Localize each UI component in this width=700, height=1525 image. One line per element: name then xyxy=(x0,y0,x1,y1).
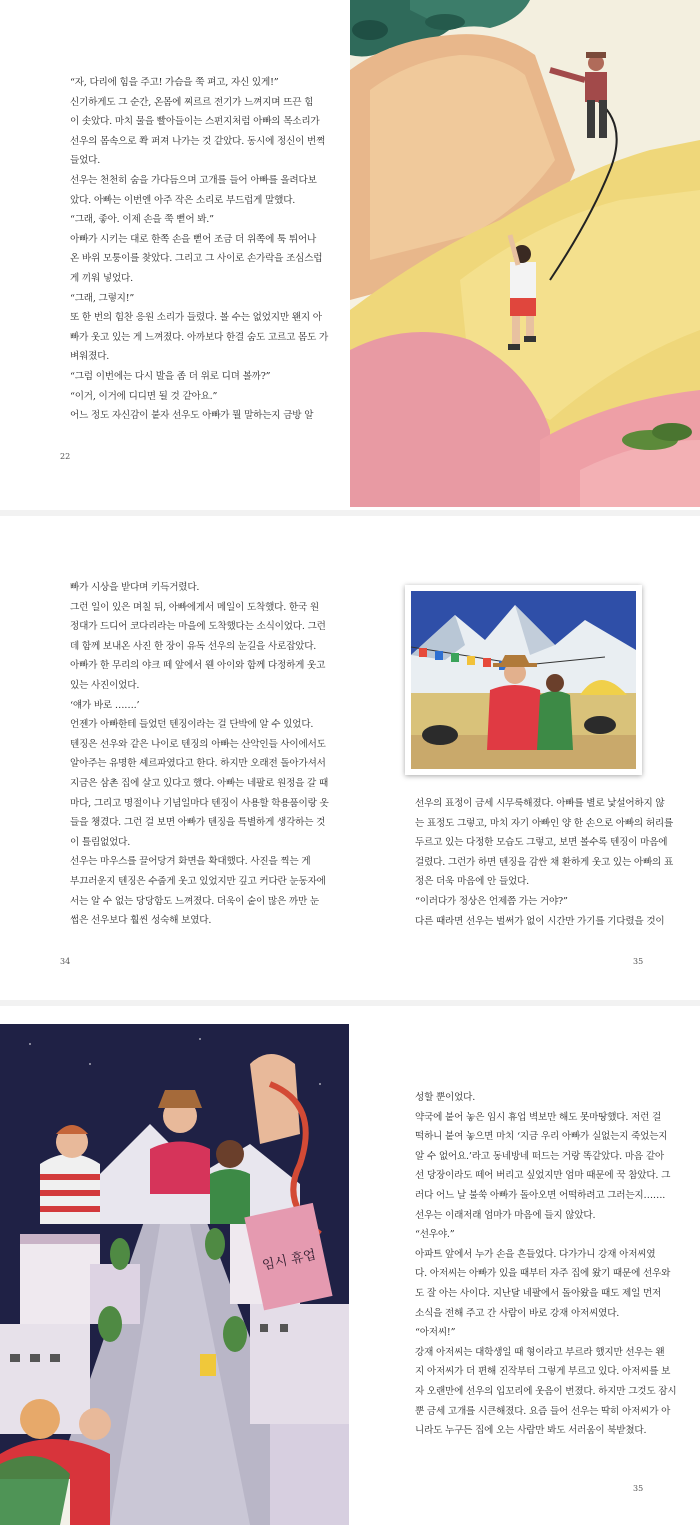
text-line: 아파트 앞에서 누가 손을 흔들었다. 다가가니 강재 아저씨였 xyxy=(415,1248,656,1260)
text-line: 지 아저씨가 더 편해 진작부터 그렇게 부르고 있다. 아저씨를 보 xyxy=(415,1366,671,1378)
page-number-22: 22 xyxy=(60,452,71,461)
text-line: 알아주는 유명한 셰르파였다고 한다. 하지만 오래전 돌아가셔서 xyxy=(70,758,326,770)
closed-sign-text: 임시 휴업 xyxy=(261,1247,318,1274)
text-line: 떡하니 붙여 놓으면 마치 ‘지금 우리 아빠가 실없는지 죽었는지 xyxy=(415,1131,668,1143)
page-number-35: 35 xyxy=(633,957,644,966)
text-line: “이거, 이거에 디디면 될 것 같아요.” xyxy=(70,390,218,402)
text-line: “자, 다리에 힘을 주고! 가슴을 쭉 펴고, 자신 있게!” xyxy=(70,77,279,88)
text-line: 신기하게도 그 순간, 온몸에 찌르르 전기가 느껴지며 뜨끈 힘 xyxy=(70,96,314,108)
text-line: 지금은 삼촌 집에 살고 있다고 했다. 아빠는 네팔로 원정을 갈 때 xyxy=(70,777,329,789)
page-number-35b: 35 xyxy=(633,1484,644,1493)
text-line: 아빠가 한 무리의 야크 떼 앞에서 웬 아이와 함께 다정하게 웃고 xyxy=(70,660,326,672)
spread-page-22 xyxy=(0,0,700,510)
text-line: 러다 어느 날 불쑥 아빠가 돌아오면 어떡하려고 그러는지……. xyxy=(415,1189,666,1201)
text-line: “그래, 그렇지!” xyxy=(70,292,135,304)
climbing-illustration-art xyxy=(350,0,700,507)
text-line: 정대가 드디어 코다리라는 마을에 도착했다는 소식이었다. 그런 xyxy=(70,621,326,633)
page-number-34: 34 xyxy=(60,957,71,966)
text-line: 부끄러운지 텐징은 수줍게 웃고 있었지만 깊고 커다란 눈동자에 xyxy=(70,875,326,887)
text-line: 걸렸다. 그런가 하면 텐징을 감싼 채 환하게 웃고 있는 아빠의 표 xyxy=(415,856,674,868)
city-street-illustration-art xyxy=(0,1024,349,1525)
spread-pages-34-35 xyxy=(0,516,700,1000)
text-line: 게 끼워 넣었다. xyxy=(70,272,133,284)
text-line: 는 표정도 그렇고, 마치 자기 아빠인 양 한 손으로 아빠의 허리를 xyxy=(415,817,674,829)
text-line: 마다, 그리고 명절이나 기념일마다 텐징이 사용할 학용품이랑 옷 xyxy=(70,797,329,809)
text-line: 았다. 아빠는 이번엔 아주 작은 소리로 부드럽게 말했다. xyxy=(70,194,296,206)
text-line: 강재 아저씨는 대학생일 때 형이라고 부르라 했지만 선우는 왠 xyxy=(415,1346,665,1358)
text-line: 자 오랜만에 선우의 입꼬리에 웃음이 번졌다. 하지만 그것도 잠시 xyxy=(415,1385,677,1397)
spread-illustration-and-page xyxy=(0,1006,700,1525)
city-street-illustration xyxy=(0,1024,349,1525)
text-line: 온 바위 모퉁이를 찾았다. 그리고 그 사이로 손가락을 조심스럽 xyxy=(70,253,323,265)
text-line: “선우야.” xyxy=(415,1229,455,1241)
text-line: 선우의 표정이 금세 시무룩해졌다. 아빠를 별로 낯설어하지 않 xyxy=(415,798,665,809)
climbing-illustration xyxy=(350,0,700,507)
text-line: 데 함께 보내온 사진 한 장이 유독 선우의 눈길을 사로잡았다. xyxy=(70,640,317,652)
text-line: 서는 알 수 없는 당당함도 느껴졌다. 더욱이 숱이 많은 까만 눈 xyxy=(70,895,319,907)
text-line: 선우의 몸속으로 쫙 퍼져 나가는 것 같았다. 동시에 정신이 번쩍 xyxy=(70,135,326,147)
text-line: 니라도 누구든 집에 오는 사람만 봐도 서러움이 북받쳤다. xyxy=(415,1425,647,1437)
text-line: 벼워졌다. xyxy=(70,351,110,363)
text-line: 뿐 금세 고개를 시큰해졌다. 요즘 들어 선우는 딱히 아저씨가 아 xyxy=(415,1405,671,1417)
text-line: 선우는 마우스를 끌어당겨 화면을 확대했다. 사진을 찍는 게 xyxy=(70,856,311,868)
text-line: 있는 사진이었다. xyxy=(70,679,140,691)
text-line: 들을 챙겼다. 그런 걸 보면 아빠가 텐징을 특별하게 생각하는 것 xyxy=(70,817,326,829)
text-line: 정은 더욱 마음에 안 들었다. xyxy=(415,876,529,888)
text-line: 약국에 붙어 놓은 임시 휴업 벽보만 해도 못마땅했다. 저런 걸 xyxy=(415,1111,662,1123)
page-34-body-text xyxy=(60,578,329,931)
text-line: 들었다. xyxy=(70,155,101,167)
expedition-photo-art xyxy=(405,585,642,775)
page-35b-body-text xyxy=(405,1088,677,1441)
text-line: 빠가 웃고 있는 게 느껴졌다. 아까보다 한결 숨도 고르고 몸도 가 xyxy=(70,331,329,343)
text-line: 다른 때라면 선우는 벌써가 없이 시간만 가기를 기다렸을 것이 xyxy=(415,915,665,927)
text-line: 두르고 있는 다정한 모습도 그렇고, 보면 볼수록 텐징이 마음에 xyxy=(415,837,668,849)
text-line: 알 수 없어요.’라고 동네방네 떠드는 거랑 똑같았다. 마음 같아 xyxy=(415,1150,664,1162)
page-22-body-text xyxy=(60,73,329,426)
text-line: 언젠가 아빠한테 들었던 텐징이라는 걸 단박에 알 수 있었다. xyxy=(70,719,314,731)
text-line: 그런 일이 있은 며칠 뒤, 아빠에게서 메일이 도착했다. 한국 원 xyxy=(70,601,319,613)
text-line: ‘얘가 바로 …….’ xyxy=(70,699,140,711)
text-line: “그럼 이번에는 다시 발을 좀 더 위로 디뎌 볼까?” xyxy=(70,370,271,382)
text-line: 아빠가 시키는 대로 한쪽 손을 뻗어 조금 더 위쪽에 툭 튀어나 xyxy=(70,233,317,245)
text-line: “아저씨!” xyxy=(415,1327,456,1339)
text-line: 이 솟았다. 마치 물을 빨아들이는 스펀지처럼 아빠의 목소리가 xyxy=(70,116,320,128)
text-line: 또 한 번의 힘찬 응원 소리가 들렸다. 볼 수는 없었지만 왠지 아 xyxy=(70,312,322,324)
text-line: 다. 아저씨는 아빠가 있을 때부터 자주 집에 왔기 때문에 선우와 xyxy=(415,1268,671,1280)
text-line: 어느 정도 자신감이 붙자 선우도 아빠가 뭘 말하는지 금방 알 xyxy=(70,410,314,422)
text-line: 선 당장이라도 떼어 버리고 싶었지만 엄마 때문에 꾹 참았다. 그 xyxy=(415,1170,671,1182)
text-line: 선우는 이래저래 엄마가 마음에 들지 않았다. xyxy=(415,1209,596,1221)
page-35-body-text xyxy=(405,794,674,931)
text-line: 선우는 천천히 숨을 가다듬으며 고개를 들어 아빠를 올려다보 xyxy=(70,174,317,186)
text-line: 텐징은 선우와 같은 나이로 텐징의 아빠는 산악인들 사이에서도 xyxy=(70,738,326,750)
expedition-photo xyxy=(405,585,642,775)
text-line: 소식을 전해 주고 간 사람이 바로 강재 아저씨였다. xyxy=(415,1307,620,1319)
text-line: “이러다가 정상은 언제쯤 가는 거야?” xyxy=(415,895,568,907)
text-line: “그래, 좋아. 이제 손을 쭉 뻗어 봐.” xyxy=(70,214,214,226)
text-line: 도 잘 아는 사이다. 지난달 네팔에서 돌아왔을 때도 제일 먼저 xyxy=(415,1287,662,1299)
text-line: 썹은 선우보다 훨씬 성숙해 보였다. xyxy=(70,915,212,927)
text-line: 성할 뿐이었다. xyxy=(415,1092,476,1103)
text-line: 빠가 시상을 받다며 키득거렸다. xyxy=(70,582,200,593)
text-line: 이 틀림없었다. xyxy=(70,836,131,848)
